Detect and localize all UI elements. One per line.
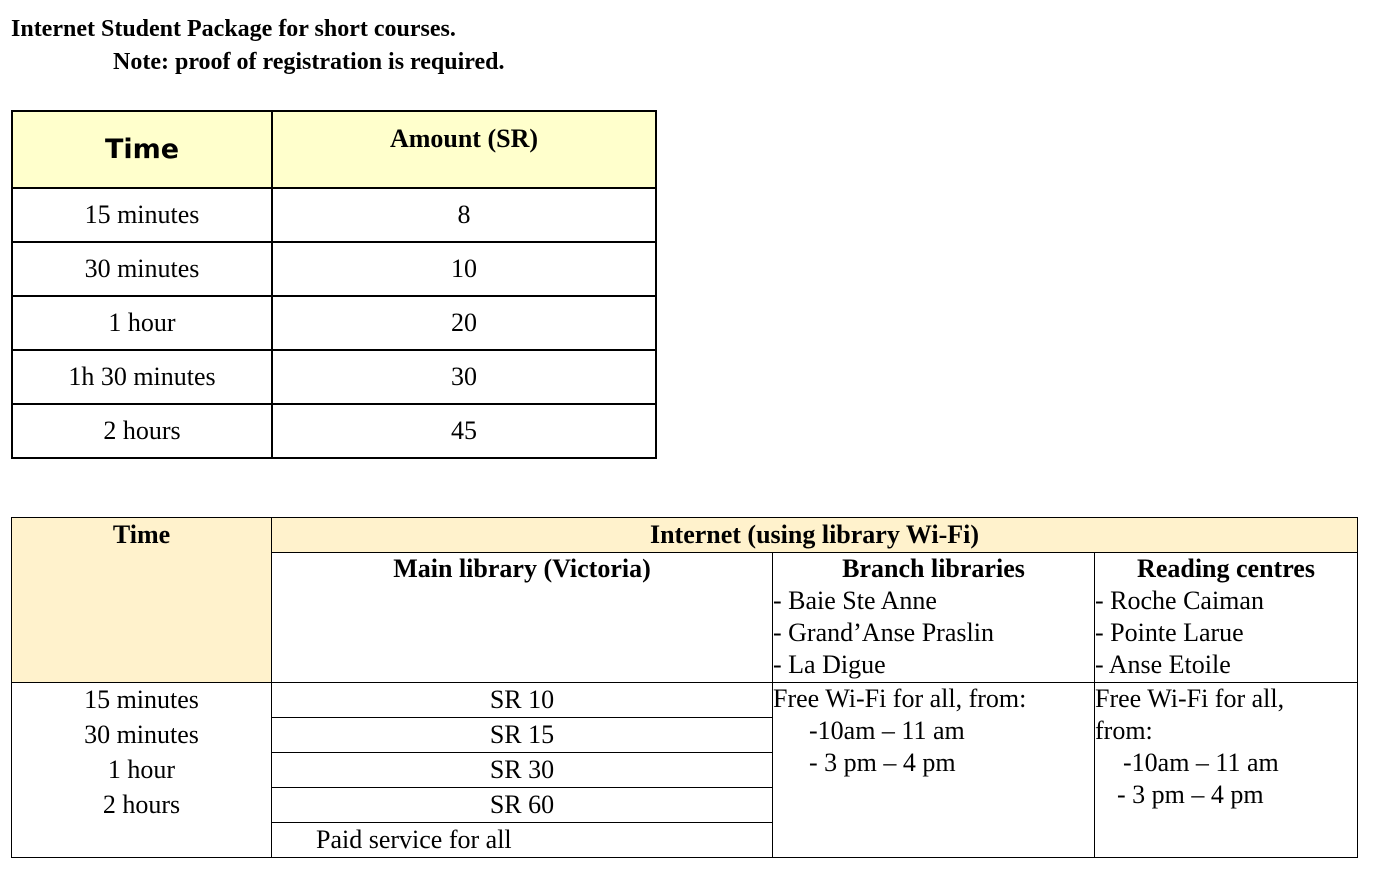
main-library-heading: Main library (Victoria) [393,553,651,583]
free-wifi-line: Free Wi-Fi for all, [1095,684,1285,713]
reading-free-wifi-cell [1095,683,1358,858]
price-cell: SR 30 [272,753,773,788]
student-package-table [11,110,657,459]
list-item: - Anse Etoile [1095,649,1231,679]
table-header-row [12,111,656,188]
time-cell: 1 hour [12,753,272,788]
amount-cell: 20 [272,296,656,350]
time-cell: 30 minutes [12,242,272,296]
price-cell: SR 60 [272,788,773,823]
table-row [12,350,656,404]
free-wifi-line: Free Wi-Fi for all, from: [773,684,1027,713]
free-wifi-line: - 3 pm – 4 pm [1117,780,1264,809]
column-header-amount: Amount (SR) [272,111,656,188]
column-header-time: Time [12,111,272,188]
branch-libraries-heading: Branch libraries [842,553,1025,583]
time-cell: 15 minutes [12,188,272,242]
branch-free-wifi-cell [773,683,1095,858]
free-wifi-line: -10am – 11 am [1123,748,1279,777]
column-header-time: Time [12,518,272,553]
table-row [12,404,656,458]
table-row [12,242,656,296]
wifi-pricing-table [11,517,1358,858]
reading-centres-header [1095,552,1358,683]
amount-cell: 10 [272,242,656,296]
table-row [12,296,656,350]
list-item: - Baie Ste Anne [773,585,937,615]
time-cell: 1h 30 minutes [12,350,272,404]
time-header-fill [12,552,272,683]
column-header-internet: Internet (using library Wi-Fi) [272,518,1358,553]
main-library-header [272,552,773,683]
price-cell: SR 15 [272,718,773,753]
table-row [12,683,1358,718]
amount-cell: 30 [272,350,656,404]
time-cell: 30 minutes [12,718,272,753]
time-cell: 1 hour [12,296,272,350]
branch-libraries-header [773,552,1095,683]
reading-centres-heading: Reading centres [1137,553,1315,583]
free-wifi-line: -10am – 11 am [809,716,965,745]
free-wifi-line: - 3 pm – 4 pm [809,748,956,777]
list-item: - Pointe Larue [1095,617,1244,647]
list-item: - Grand’Anse Praslin [773,617,994,647]
list-item: - La Digue [773,649,886,679]
list-item: - Roche Caiman [1095,585,1264,615]
table-header-row [12,518,1358,553]
time-cell: 15 minutes [12,683,272,718]
time-cell-blank [12,823,272,858]
subheader-row [12,552,1358,683]
document-title: Internet Student Package for short courses. [11,16,456,42]
amount-cell: 45 [272,404,656,458]
paid-service-cell: Paid service for all [272,823,773,858]
time-cell: 2 hours [12,404,272,458]
table-row [12,188,656,242]
price-cell: SR 10 [272,683,773,718]
free-wifi-line: from: [1095,716,1153,745]
registration-note: Note: proof of registration is required. [113,49,505,75]
time-cell: 2 hours [12,788,272,823]
amount-cell: 8 [272,188,656,242]
